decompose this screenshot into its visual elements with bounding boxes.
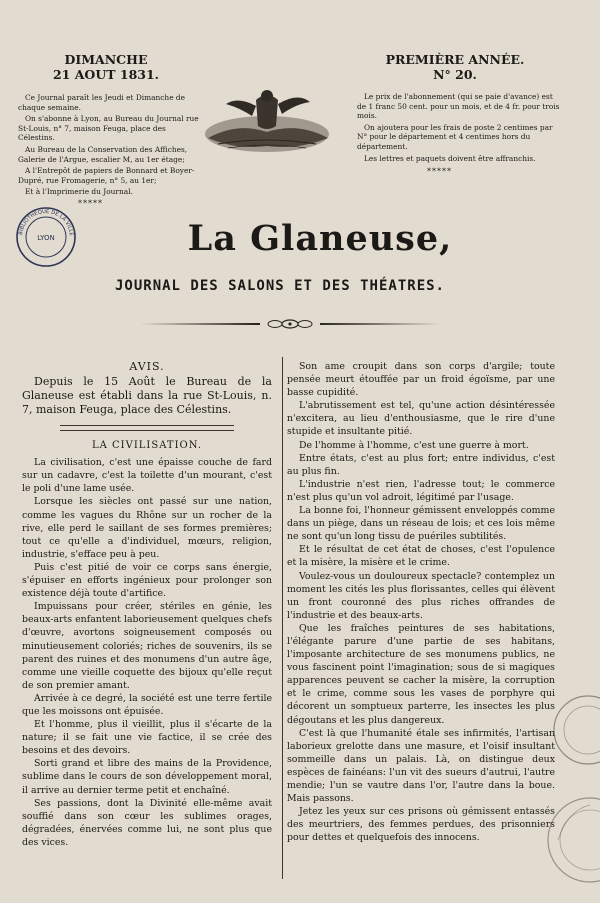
- issue-number-block: [370, 52, 540, 82]
- paragraph: Arrivée à ce degré, la société est une terre fertile que les moissons ont épuisée.: [22, 692, 272, 717]
- paragraph: L'industrie n'est rien, l'adresse tout; le commerce n'est plus qu'un vol adroit, légitimé par l'usage.: [287, 478, 555, 503]
- info-line: Les lettres et paquets doivent être affranchis.: [364, 153, 536, 163]
- info-line: On ajoutera pour les frais de poste 2 centimes par N° pour le département et 4 centimes hors du département.: [357, 122, 553, 151]
- paragraph: La bonne foi, l'honneur gémissent enveloppés comme dans un piège, dans un réseau de lois; et ces lois même ne sont qu'un long tissu de puériles subtilités.: [287, 505, 555, 543]
- paragraph: La civilisation, c'est une épaisse couche de fard sur un cadavre, c'est la toilette d'un mourant, c'est le poli d'une lame usée.: [22, 457, 272, 495]
- date-day: DIMANCHE: [64, 52, 148, 67]
- ornamental-rule: [140, 318, 440, 330]
- paragraph: Lorsque les siècles ont passé sur une nation, comme les vagues du Rhône sur un rocher de la rive, elle perd le saillant de ses formes premières; tout ce qu'elle a d'individuel, mœurs, religion, industrie, s'efface peu à peu.: [22, 496, 272, 560]
- library-stamp-icon: [14, 205, 78, 269]
- info-line: Ce Journal paraît les Jeudi et Dimanche de chaque semaine.: [18, 93, 186, 112]
- paragraph: Que les fraîches peintures de ses habitations, l'élégante parure d'une partie de ses habitans, l'imposante architecture de ses monumens publics, ne vous fascinent point l'imagination; sous de si magiques apparences peuvent se cacher la misère, la corruption et le crime, comme sous les vases de porphyre qui décorent un somptueux parterre, les insectes les plus dégoutans et les plus dangereux.: [287, 622, 555, 726]
- info-line: On s'abonne à Lyon, au Bureau du Journal rue St-Louis, n° 7, maison Feuga, place des Célestins.: [18, 114, 199, 143]
- paragraph: Voulez-vous un douloureux spectacle? contemplez un moment les cités les plus florissantes, celles qui élèvent un front couronné des plus riches offrandes de l'industrie et des beaux-arts.: [287, 570, 555, 621]
- paragraph: Entre états, c'est au plus fort; entre individus, c'est au plus fin.: [287, 452, 555, 477]
- gleaner-vignette-icon: [198, 82, 336, 162]
- section-heading: LA CIVILISATION.: [91, 440, 203, 452]
- info-line: Le prix de l'abonnement (qui se paie d'avance) est de 1 franc 50 cent. pour un mois, et de 4 fr. pour trois mois.: [357, 92, 560, 121]
- paragraph: Et le résultat de cet état de choses, c'est l'opulence et la misère, la misère et le crime.: [287, 544, 555, 569]
- paragraph: L'abrutissement est tel, qu'une action désintéressée n'excitera, au lieu d'enthousiasme, que le rire d'une stupide et insultante pitié.: [287, 400, 555, 438]
- newspaper-title: La Glaneuse,: [187, 218, 453, 259]
- subscription-info-left: [18, 93, 202, 209]
- date-full: 21 AOUT 1831.: [52, 67, 160, 82]
- seal-stamp-icon: [528, 690, 600, 890]
- newspaper-subtitle: JOURNAL DES SALONS ET DES THÉATRES.: [114, 278, 445, 294]
- issue-date: [36, 52, 176, 82]
- info-line: A l'Entrepôt de papiers de Bonnard et Boyer-Dupré, rue Fromagerie, n° 5, au 1er;: [18, 166, 195, 185]
- ornament-stars: *****: [427, 167, 452, 177]
- avis-heading: AVIS.: [129, 360, 165, 373]
- left-column: [22, 360, 272, 849]
- ornament-stars: *****: [78, 198, 103, 208]
- stamp-center: LYON: [37, 234, 55, 242]
- right-column: [287, 360, 555, 844]
- paragraph: Et l'homme, plus il vieillit, plus il s'écarte de la nature; il se fait une vie factice, il se crée des besoins et des devoirs.: [22, 719, 272, 757]
- year-label: PREMIÈRE ANNÉE.: [385, 52, 525, 67]
- paragraph: Sorti grand et libre des mains de la Providence, sublime dans le cours de son développement moral, il arrive au dernier terme petit et enchaîné.: [22, 758, 272, 796]
- paragraph: Son ame croupit dans son corps d'argile; toute pensée meurt étouffée par un froid égoïsme, par une basse cupidité.: [287, 361, 555, 399]
- avis-text: Depuis le 15 Août le Bureau de la Glaneuse est établi dans la rue St-Louis, n. 7, maison Feuga, place des Célestins.: [22, 375, 272, 417]
- double-rule: [60, 425, 234, 431]
- paragraph: C'est là que l'humanité étale ses infirmités, l'artisan laborieux grelotte dans une masure, et l'oisif insultant sommeille dans un palais. Là, on distingue deux espèces de fainéans: l'un vit des sueurs d'autrui, l'autre mendie; l'un se vautre dans l'or, l'autre dans la boue. Mais passons.: [287, 727, 555, 805]
- stamp-text: BIBLIOTHÈQUE DE LA VILLE: [18, 208, 75, 237]
- paragraph: Jetez les yeux sur ces prisons où gémissent entassés des meurtriers, des femmes perdues, des prisonniers pour dettes et quelquefois des innocens.: [287, 806, 555, 844]
- column-divider: [282, 357, 283, 879]
- info-line: Au Bureau de la Conservation des Affiches, Galerie de l'Argue, escalier M, au 1er étage;: [18, 144, 188, 164]
- issue-number: N° 20.: [433, 67, 477, 82]
- paragraph: De l'homme à l'homme, c'est une guerre à mort.: [299, 439, 529, 451]
- paragraph: Impuissans pour créer, stériles en génie, les beaux-arts enfantent laborieusement quelques chefs d'œuvre, avortons soigneusement composés ou minutieusement coloriés; riches de souvenirs, ils se parent des ruines et des monumens d'un autre âge, comme une vieille coquette des bijoux qu'elle reçut de son premier amant.: [22, 601, 272, 691]
- info-line: Et à l'Imprimerie du Journal.: [25, 187, 133, 197]
- paragraph: Ses passions, dont la Divinité elle-même avait souffié dans son cœur les sublimes orages, dégradées, énervées comme lui, ne sont plus que des vices.: [22, 797, 272, 848]
- paragraph: Puis c'est pitié de voir ce corps sans énergie, s'épuiser en efforts ingénieux pour prolonger son existence déjà toute d'artifice.: [22, 561, 272, 600]
- subscription-info-right: [357, 92, 562, 177]
